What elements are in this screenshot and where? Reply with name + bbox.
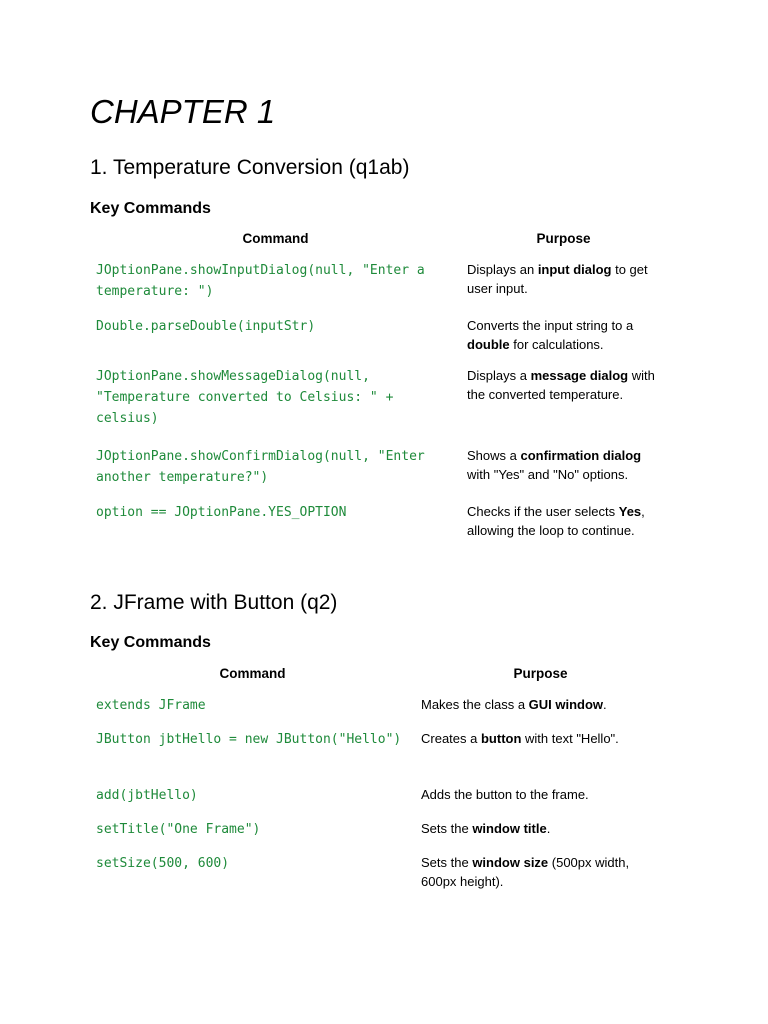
command-cell: JOptionPane.showMessageDialog(null, "Temperature converted to Celsius: " + celsius) (96, 369, 394, 426)
table-row (90, 255, 666, 311)
table-body (90, 255, 666, 546)
command-cell: setSize(500, 600) (96, 856, 230, 871)
purpose-cell (461, 255, 666, 311)
purpose-emphasis: window title (472, 821, 547, 836)
command-cell: Double.parseDouble(inputStr) (96, 319, 316, 334)
column-header-purpose: Purpose (513, 665, 568, 681)
purpose-cell (461, 311, 666, 361)
table-row (90, 814, 666, 848)
purpose-text: Converts the input string to a (467, 318, 634, 333)
purpose-emphasis: input dialog (537, 262, 612, 277)
purpose-emphasis: double (467, 337, 510, 352)
purpose-cell (461, 441, 666, 497)
purpose-text: for calculations. (509, 337, 604, 352)
purpose-text: . (546, 821, 551, 836)
key-commands-table-2 (90, 664, 666, 897)
purpose-text: , allowing the loop to continue. (467, 504, 645, 538)
table-row (90, 724, 666, 780)
purpose-text: Sets the (421, 821, 473, 836)
key-commands-heading: Key Commands (90, 200, 211, 217)
column-header-command: Command (219, 665, 286, 681)
command-cell: extends JFrame (96, 698, 206, 713)
command-cell: setTitle("One Frame") (96, 822, 261, 837)
section-heading-temperature-conversion: 1. Temperature Conversion (q1ab) (90, 156, 410, 179)
purpose-emphasis: GUI window (528, 697, 604, 712)
purpose-text: Shows a (467, 448, 521, 463)
command-cell: JButton jbtHello = new JButton("Hello") (96, 732, 402, 747)
purpose-cell (461, 361, 666, 441)
purpose-emphasis: confirmation dialog (520, 448, 642, 463)
table-row (90, 441, 666, 497)
purpose-text: Displays a (467, 368, 531, 383)
table-row (90, 690, 666, 724)
purpose-text: . (603, 697, 607, 712)
table-body (90, 690, 666, 897)
purpose-text: Makes the class a (421, 697, 529, 712)
purpose-text: to get user input. (467, 262, 648, 296)
table-row (90, 848, 666, 897)
purpose-text: with the converted temperature. (467, 368, 655, 402)
purpose-cell (415, 814, 666, 848)
purpose-text: Sets the (421, 855, 473, 870)
command-cell: JOptionPane.showInputDialog(null, "Enter a temperature: ") (96, 263, 425, 299)
table-row (90, 780, 666, 814)
purpose-text: Adds the button to the frame. (421, 787, 589, 802)
column-header-command: Command (242, 230, 309, 246)
table-row (90, 311, 666, 361)
purpose-emphasis: message dialog (530, 368, 629, 383)
table-header-row (90, 229, 666, 255)
purpose-text: Creates a (421, 731, 481, 746)
key-commands-heading: Key Commands (90, 634, 211, 651)
table-row (90, 497, 666, 546)
purpose-text: Displays an (467, 262, 538, 277)
purpose-emphasis: window size (472, 855, 549, 870)
purpose-text: with "Yes" and "No" options. (467, 467, 629, 482)
chapter-title: CHAPTER 1 (90, 93, 276, 130)
purpose-emphasis: Yes (618, 504, 642, 519)
purpose-cell (415, 780, 666, 814)
purpose-text: with text "Hello". (521, 731, 619, 746)
purpose-cell (461, 497, 666, 546)
purpose-text: Checks if the user selects (467, 504, 619, 519)
purpose-text: (500px width, 600px height). (421, 855, 630, 889)
purpose-cell (415, 690, 666, 724)
purpose-emphasis: button (480, 731, 522, 746)
command-cell: add(jbtHello) (96, 788, 198, 803)
section-heading-jframe-with-button: 2. JFrame with Button (q2) (90, 591, 338, 614)
table-row (90, 361, 666, 441)
purpose-cell (415, 848, 666, 897)
purpose-cell (415, 724, 666, 780)
command-cell: option == JOptionPane.YES_OPTION (96, 505, 347, 520)
command-cell: JOptionPane.showConfirmDialog(null, "Enter another temperature?") (96, 449, 425, 485)
key-commands-table-1 (90, 229, 666, 546)
table-header-row (90, 664, 666, 690)
column-header-purpose: Purpose (536, 230, 591, 246)
